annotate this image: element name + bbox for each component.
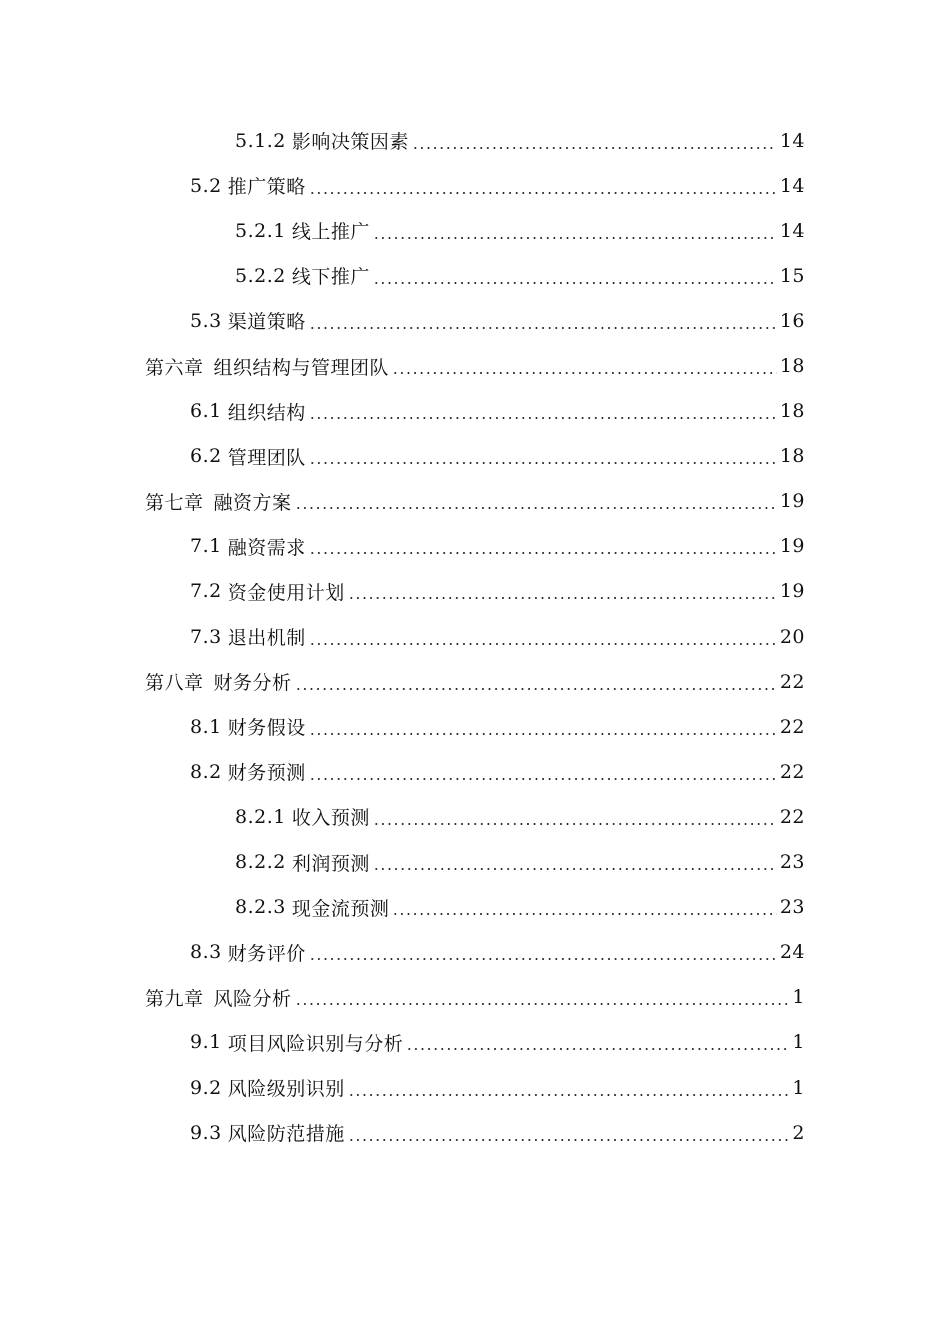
toc-entry-page: 24 — [779, 941, 805, 964]
toc-entry-title: 利润预测 — [291, 852, 370, 875]
toc-entry-title: 资金使用计划 — [227, 581, 345, 604]
toc-chapter-entry[interactable] — [0, 659, 950, 704]
dot-leader — [309, 643, 777, 645]
dot-leader — [348, 1094, 790, 1096]
toc-entry-title: 风险级别识别 — [227, 1078, 345, 1101]
dot-leader — [309, 327, 777, 329]
toc-entry-title: 财务评价 — [227, 942, 306, 965]
toc-entry-page: 15 — [779, 264, 805, 287]
toc-entry-number: 5.2.2 — [235, 264, 286, 287]
toc-entry-number: 8.3 — [190, 941, 222, 964]
toc-entry[interactable] — [0, 704, 950, 749]
dot-leader — [295, 688, 777, 690]
toc-entry-number: 8.2.2 — [235, 851, 286, 874]
toc-entry-page: 19 — [779, 535, 805, 558]
dot-leader — [406, 1048, 789, 1050]
toc-entry-page: 16 — [779, 309, 805, 332]
toc-entry-page: 19 — [779, 580, 805, 603]
toc-entry-page: 2 — [792, 1121, 805, 1144]
toc-entry-title: 现金流预测 — [291, 897, 390, 920]
dot-leader — [348, 1139, 790, 1141]
toc-entry-page: 22 — [779, 760, 805, 783]
toc-entry[interactable] — [0, 569, 950, 614]
dot-leader — [412, 147, 777, 149]
toc-entry-number: 8.2 — [190, 760, 222, 783]
toc-entry-page: 22 — [779, 670, 805, 693]
toc-entry-number: 5.2.1 — [235, 219, 286, 242]
toc-entry-number: 5.3 — [190, 309, 222, 332]
toc-entry[interactable] — [0, 163, 950, 208]
dot-leader — [309, 417, 777, 419]
toc-entry[interactable] — [0, 1065, 950, 1110]
dot-leader — [373, 237, 777, 239]
toc-entry-page: 22 — [779, 715, 805, 738]
toc-entry-page: 14 — [779, 174, 805, 197]
toc-entry-page: 23 — [779, 851, 805, 874]
dot-leader — [392, 372, 777, 374]
toc-entry-number: 9.3 — [190, 1121, 222, 1144]
toc-entry-title: 组织结构 — [227, 401, 306, 424]
toc-entry-number: 8.1 — [190, 715, 222, 738]
toc-entry[interactable] — [0, 389, 950, 434]
toc-entry-number: 7.3 — [190, 625, 222, 648]
toc-entry-page: 22 — [779, 805, 805, 828]
dot-leader — [295, 1003, 790, 1005]
toc-entry[interactable] — [0, 253, 950, 298]
toc-entry-page: 19 — [779, 490, 805, 513]
toc-entry-title: 线下推广 — [291, 266, 370, 289]
toc-entry-page: 1 — [792, 986, 805, 1009]
toc-entry-page: 18 — [779, 400, 805, 423]
toc-entry-title: 融资需求 — [227, 536, 306, 559]
toc-entry-page: 1 — [792, 1031, 805, 1054]
toc-entry[interactable] — [0, 524, 950, 569]
toc-entry-title: 风险分析 — [213, 987, 292, 1010]
toc-entry[interactable] — [0, 840, 950, 885]
dot-leader — [373, 282, 777, 284]
dot-leader — [309, 552, 777, 554]
toc-entry[interactable] — [0, 885, 950, 930]
dot-leader — [373, 823, 777, 825]
toc-entry-number: 5.2 — [190, 174, 222, 197]
dot-leader — [309, 462, 777, 464]
dot-leader — [309, 958, 777, 960]
toc-entry-title: 财务分析 — [213, 672, 292, 695]
dot-leader — [373, 868, 777, 870]
toc-entry-title: 项目风险识别与分析 — [227, 1032, 404, 1055]
toc-entry-title: 管理团队 — [227, 446, 306, 469]
toc-entry[interactable] — [0, 614, 950, 659]
table-of-contents — [0, 118, 950, 1155]
toc-entry-page: 18 — [779, 445, 805, 468]
toc-entry-title: 风险防范措施 — [227, 1123, 345, 1146]
toc-entry-title: 财务预测 — [227, 762, 306, 785]
toc-entry-page: 14 — [779, 129, 805, 152]
toc-entry-title: 融资方案 — [213, 491, 292, 514]
toc-entry-number: 9.2 — [190, 1076, 222, 1099]
toc-entry-page: 20 — [779, 625, 805, 648]
toc-entry-page: 14 — [779, 219, 805, 242]
toc-chapter-entry[interactable] — [0, 343, 950, 388]
toc-entry-title: 渠道策略 — [227, 311, 306, 334]
toc-entry[interactable] — [0, 118, 950, 163]
toc-entry-page: 18 — [779, 355, 805, 378]
toc-chapter-entry[interactable] — [0, 479, 950, 524]
toc-entry-title: 线上推广 — [291, 221, 370, 244]
toc-chapter-entry[interactable] — [0, 975, 950, 1020]
toc-entry-number: 6.2 — [190, 445, 222, 468]
toc-entry-title: 退出机制 — [227, 627, 306, 650]
toc-entry[interactable] — [0, 298, 950, 343]
toc-entry-number: 7.1 — [190, 535, 222, 558]
toc-entry-number: 9.1 — [190, 1031, 222, 1054]
dot-leader — [295, 507, 777, 509]
toc-entry[interactable] — [0, 434, 950, 479]
toc-entry[interactable] — [0, 1020, 950, 1065]
toc-entry-title: 收入预测 — [291, 807, 370, 830]
toc-entry-number: 8.2.3 — [235, 896, 286, 919]
toc-entry[interactable] — [0, 794, 950, 839]
toc-entry[interactable] — [0, 930, 950, 975]
toc-entry-number: 第七章 — [145, 491, 204, 514]
toc-entry-number: 8.2.1 — [235, 805, 286, 828]
dot-leader — [348, 597, 777, 599]
toc-entry-page: 23 — [779, 896, 805, 919]
toc-entry-number: 第八章 — [145, 672, 204, 695]
dot-leader — [309, 733, 777, 735]
toc-entry-number: 第九章 — [145, 987, 204, 1010]
dot-leader — [309, 778, 777, 780]
toc-entry-number: 7.2 — [190, 580, 222, 603]
toc-entry-title: 影响决策因素 — [291, 131, 409, 154]
toc-entry-number: 5.1.2 — [235, 129, 286, 152]
toc-entry-title: 财务假设 — [227, 717, 306, 740]
dot-leader — [309, 192, 777, 194]
toc-entry[interactable] — [0, 1110, 950, 1155]
toc-entry-number: 第六章 — [145, 356, 204, 379]
dot-leader — [392, 913, 776, 915]
toc-entry-title: 组织结构与管理团队 — [213, 356, 390, 379]
toc-entry-title: 推广策略 — [227, 176, 306, 199]
toc-entry-number: 6.1 — [190, 400, 222, 423]
toc-entry[interactable] — [0, 749, 950, 794]
toc-entry[interactable] — [0, 208, 950, 253]
toc-entry-page: 1 — [792, 1076, 805, 1099]
